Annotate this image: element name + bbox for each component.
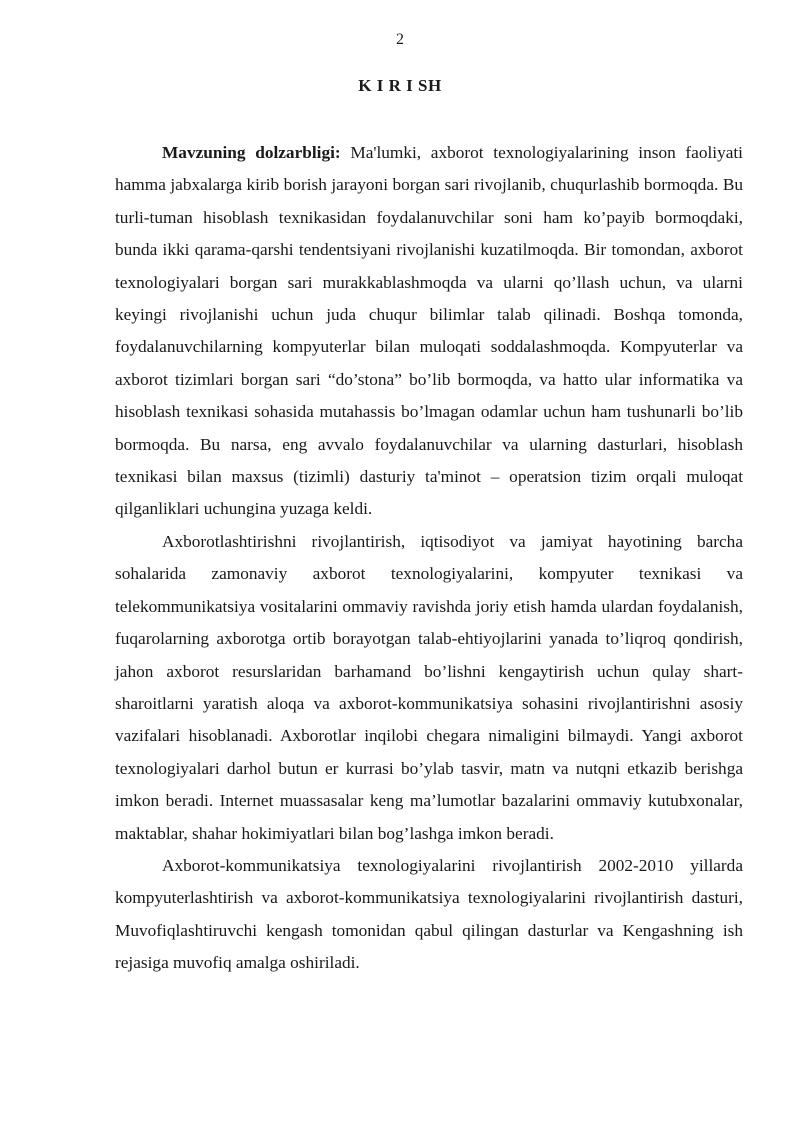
paragraph-relevance — [115, 137, 743, 526]
page-number: 2 — [396, 31, 404, 48]
page-title: K I R I SH — [358, 76, 442, 95]
paragraph-ict-development: Axborot-kommunikatsiya texnologiyalarini rivojlantirish 2002-2010 yillarda kompyuterlashtirish va axborot-kommunikatsiya texnologiyalarini rivojlantirish dasturi, Muvofiqlashtiruvchi kengash tomonidan qabul qilingan dasturlar va Kengashning ish rejasiga muvofiq amalga oshiriladi. — [115, 855, 743, 973]
paragraph-informatization: Axborotlashtirishni rivojlantirish, iqtisodiyot va jamiyat hayotining barcha sohalarida zamonaviy axborot texnologiyalarini, kompyuter texnikasi va telekommunikatsiya vositalarini ommaviy ravishda joriy etish hamda ulardan foydalanish, fuqarolarning axborotga ortib borayotgan talab-ehtiyojlarini yanada to’liqroq qondirish, jahon axborot resurslaridan barhamand bo’lishni kengaytirish uchun qulay shart-sharoitlarni yaratish aloqa va axborot-kommunikatsiya sohasini rivojlantirishni asosiy vazifalari hisoblanadi. Axborotlar inqilobi chegara nimaligini bilmaydi. Yangi axborot texnologiyalari darhol butun er kurrasi bo’ylab tasvir, matn va nutqni etkazib berishga imkon beradi. Internet muassasalar keng ma’lumotlar bazalarini ommaviy kutubxonalar, maktablar, shahar hokimiyatlari bilan bog’lashga imkon beradi. — [115, 531, 743, 843]
paragraph-lead-bold: Mavzuning dolzarbligi: — [162, 143, 341, 162]
document-body — [115, 137, 743, 980]
paragraph-text: Ma'lumki, axborot texnologiyalarining inson faoliyati hamma jabxalarga kirib borish jarayoni borgan sari rivojlanib, chuqurlashib bormoqda. Bu turli-tuman hisoblash texnikasidan foydalanuvchilar soni ham ko’payib bormoqdaki, bunda ikki qarama-qarshi tendentsiyani rivojlanishi kuzatilmoqda. Bir tomondan, axborot texnologiyalari borgan sari murakkablashmoqda va ularni qo’llash uchun, va ularni keyingi rivojlanishi uchun juda chuqur bilimlar talab qilinadi. Boshqa tomonda, foydalanuvchilarning kompyuterlar bilan muloqati soddalashmoqda. Kompyuterlar va axborot tizimlari borgan sari “do’stona” bo’lib bormoqda, va hatto ular informatika va hisoblash texnikasi sohasida mutahassis bo’lmagan odamlar uchun ham tushunarli bo’lib bormoqda. Bu narsa, eng avvalo foydalanuvchilar va ularning dasturlari, hisoblash texnikasi bilan maxsus (tizimli) dasturiy ta'minot – operatsion tizim orqali muloqat qilganliklari uchungina yuzaga keldi. — [115, 143, 743, 519]
